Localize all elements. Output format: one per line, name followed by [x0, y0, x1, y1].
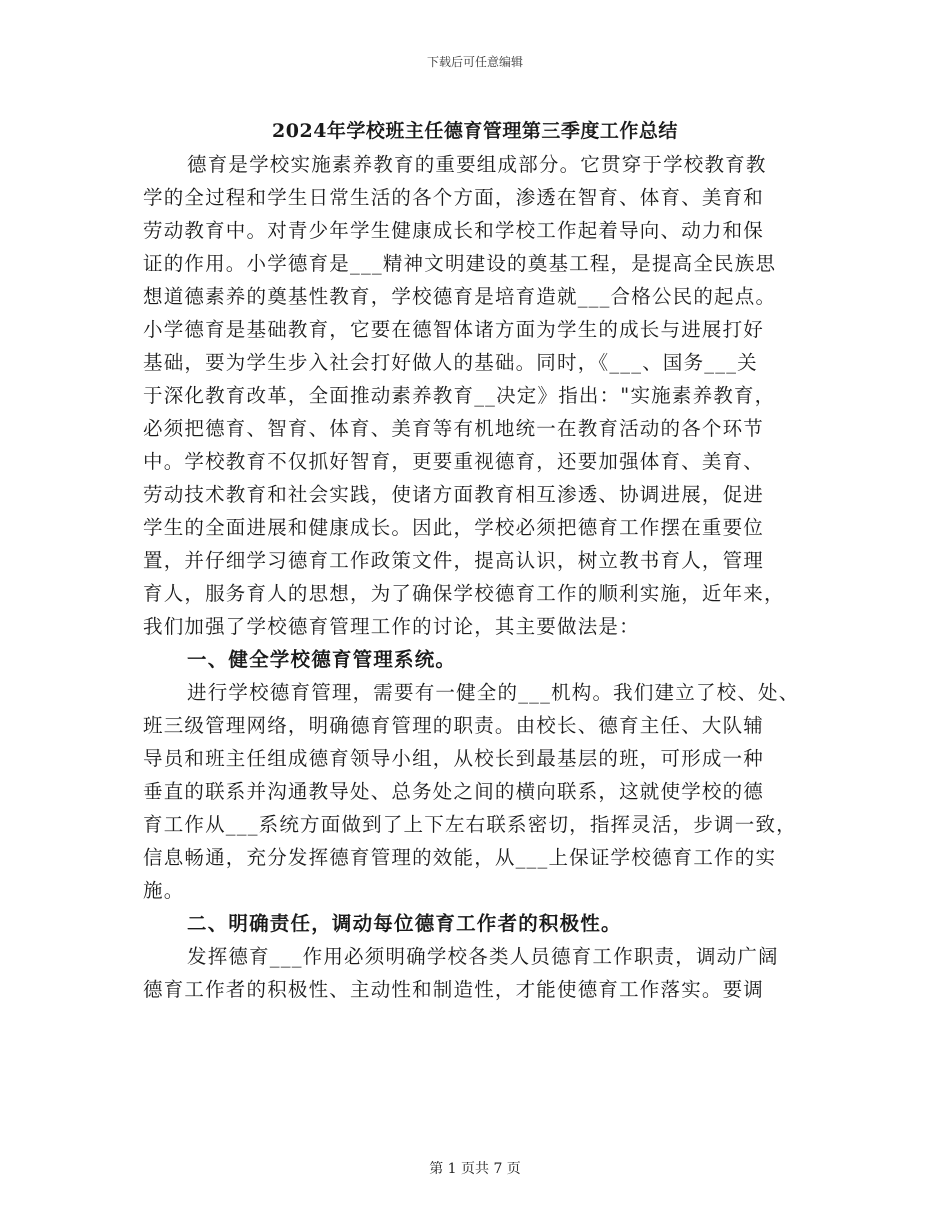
paragraph-line: 进行学校德育管理，需要有一健全的___机构。我们建立了校、处、	[187, 681, 800, 704]
section-heading: 二、明确责任，调动每位德育工作者的积极性。	[187, 912, 622, 935]
paragraph-line: 发挥德育___作用必须明确学校各类人员德育工作职责，调动广阔	[187, 945, 779, 968]
paragraph-line: 德育工作者的积极性、主动性和制造性，才能使德育工作落实。要调	[143, 978, 765, 1001]
paragraph-line: 施。	[143, 879, 185, 902]
paragraph-line: 基础，要为学生步入社会打好做人的基础。同时，《___、国务___关	[143, 351, 758, 374]
header-note: 下载后可任意编辑	[426, 55, 523, 69]
document-title: 2024年学校班主任德育管理第三季度工作总结	[272, 120, 678, 142]
paragraph-line: 班三级管理网络，明确德育管理的职责。由校长、德育主任、大队辅	[143, 714, 765, 737]
paragraph-line: 小学德育是基础教育，它要在德智体诸方面为学生的成长与进展打好	[143, 318, 765, 341]
paragraph-line: 必须把德育、智育、体育、美育等有机地统一在教育活动的各个环节	[143, 417, 765, 440]
paragraph-line: 育人，服务育人的思想，为了确保学校德育工作的顺利实施，近年来，	[143, 582, 785, 605]
paragraph-line: 我们加强了学校德育管理工作的讨论，其主要做法是：	[143, 615, 640, 638]
paragraph-line: 导员和班主任组成德育领导小组，从校长到最基层的班，可形成一种	[143, 747, 765, 770]
paragraph-line: 学生的全面进展和健康成长。因此，学校必须把德育工作摆在重要位	[143, 516, 765, 539]
page-footer: 第 1 页共 7 页	[429, 1161, 521, 1177]
paragraph-line: 于深化教育改革，全面推动素养教育__决定》指出："实施素养教育，	[143, 384, 776, 407]
paragraph-line: 想道德素养的奠基性教育，学校德育是培育造就___合格公民的起点。	[143, 285, 777, 308]
paragraph-line: 置，并仔细学习德育工作政策文件，提高认识，树立教书育人，管理	[143, 549, 765, 572]
paragraph-line: 劳动技术教育和社会实践，使诸方面教育相互渗透、协调进展，促进	[143, 483, 765, 506]
paragraph-line: 证的作用。小学德育是___精神文明建设的奠基工程，是提高全民族思	[143, 252, 777, 275]
document-body	[143, 148, 833, 1006]
paragraph-line: 中。学校教育不仅抓好智育，更要重视德育，还要加强体育、美育、	[143, 450, 765, 473]
paragraph-line: 育工作从___系统方面做到了上下左右联系密切，指挥灵活，步调一致，	[143, 813, 797, 836]
paragraph-line: 垂直的联系并沟通教导处、总务处之间的横向联系，这就使学校的德	[143, 780, 765, 803]
paragraph-line: 信息畅通，充分发挥德育管理的效能，从___上保证学校德育工作的实	[143, 846, 777, 869]
paragraph-line: 学的全过程和学生日常生活的各个方面，渗透在智育、体育、美育和	[143, 186, 765, 209]
paragraph-line: 劳动教育中。对青少年学生健康成长和学校工作起着导向、动力和保	[143, 219, 765, 242]
paragraph-line: 德育是学校实施素养教育的重要组成部分。它贯穿于学校教育教	[187, 153, 767, 176]
section-heading: 一、健全学校德育管理系统。	[187, 648, 457, 671]
